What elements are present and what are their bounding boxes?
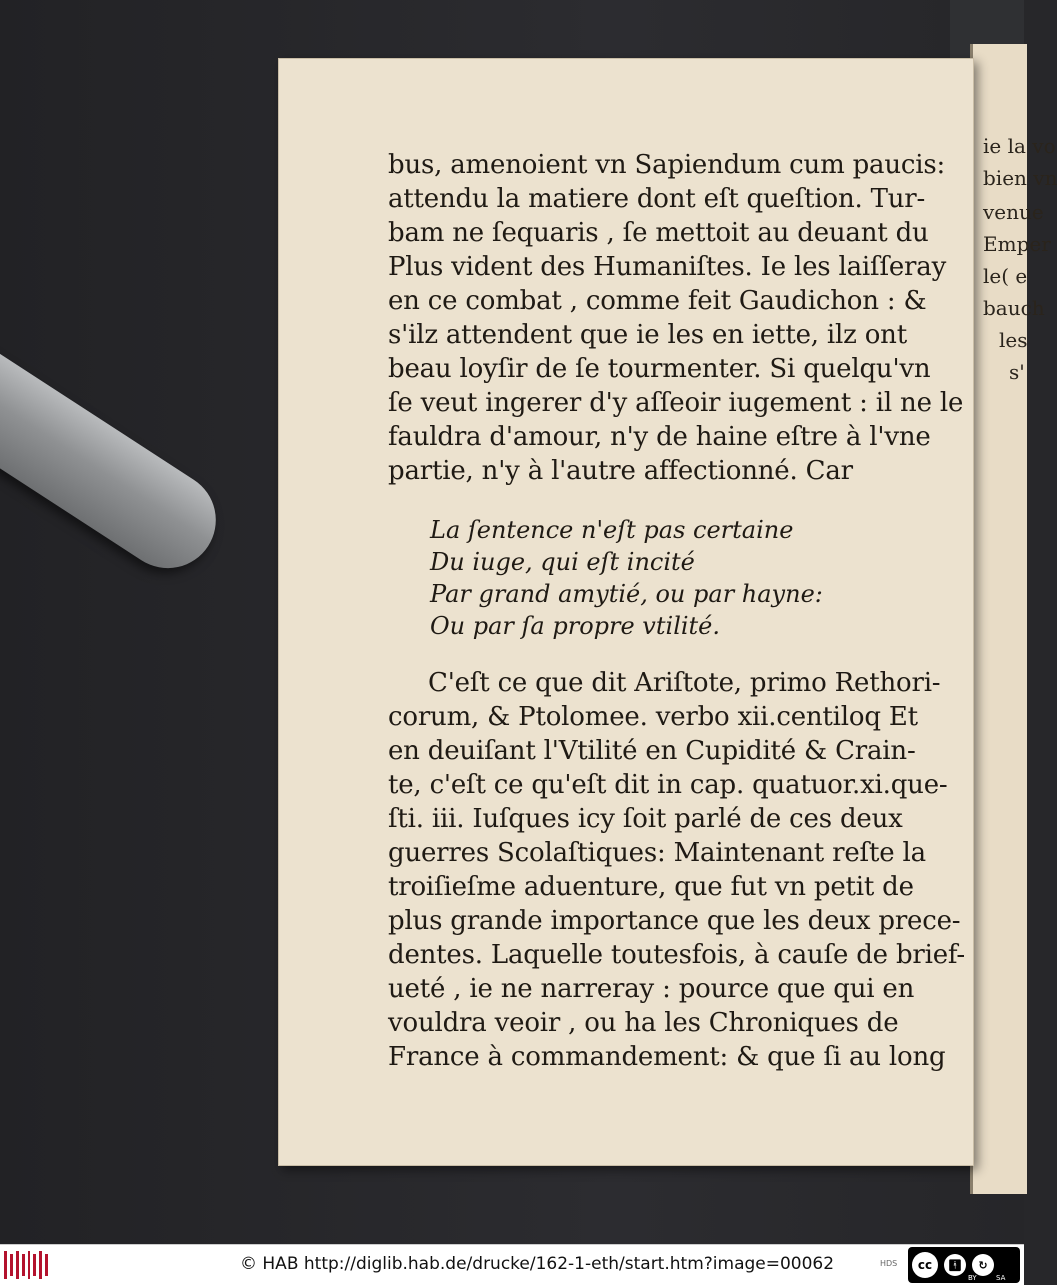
license-sa-label: SA (996, 1274, 1006, 1282)
text-line: s'ilz attendent que ie les en iette, ilz ont (388, 320, 907, 350)
text-line: fauldra d'amour, n'y de haine eſtre à l'vne (388, 422, 931, 452)
text-line: ſti. iii. Iuſques icy ſoit parlé de ces deux (388, 804, 903, 834)
share-alike-icon: ↻ (972, 1254, 994, 1276)
adjacent-page-fragment: le( e (983, 264, 1028, 288)
license-by-label: BY (968, 1274, 977, 1282)
adjacent-page-edge (970, 44, 1057, 1194)
text-line: troiſieſme aduenture, que fut vn petit de (388, 872, 914, 902)
cc-icon: cc (912, 1252, 938, 1278)
source-url-link[interactable]: © HAB http://diglib.hab.de/drucke/162-1-eth/start.htm?image=00062 (240, 1254, 835, 1274)
adjacent-page-fragment: s' (1009, 360, 1025, 384)
text-line: Plus vident des Humaniſtes. Ie les laiſſeray (388, 252, 947, 282)
text-line: bam ne ſequaris , ſe mettoit au deuant du (388, 218, 929, 248)
attribution-icon: 🚹︎ (944, 1254, 966, 1276)
text-line: C'eſt ce que dit Ariſtote, primo Rethori- (428, 668, 941, 698)
text-line: plus grande importance que les deux prece- (388, 906, 961, 936)
verse-line: Par grand amytié, ou par hayne: (430, 580, 823, 608)
text-line: attendu la matiere dont eſt queſtion. Tur- (388, 184, 926, 214)
text-line: guerres Scolaſtiques: Maintenant reſte la (388, 838, 926, 868)
footer-small-mark: HDS (880, 1259, 898, 1268)
adjacent-page-fragment: bauch (983, 296, 1045, 320)
verse-line: La ſentence n'eſt pas certaine (430, 516, 794, 544)
text-line: corum, & Ptolomee. verbo xii.centiloq Et (388, 702, 918, 732)
text-line: ſe veut ingerer d'y aſſeoir iugement : il ne le (388, 388, 964, 418)
text-line: ueté , ie ne narreray : pource que qui en (388, 974, 915, 1004)
adjacent-page-fragment: venue (983, 200, 1044, 224)
adjacent-page-fragment: bien vn (983, 166, 1057, 190)
text-line: bus, amenoient vn Sapiendum cum paucis: (388, 150, 946, 180)
text-line: beau loyſir de ſe tourmenter. Si quelqu'vn (388, 354, 931, 384)
text-line: dentes. Laquelle toutesfois, à cauſe de brief- (388, 940, 965, 970)
text-line: vouldra veoir , ou ha les Chroniques de (388, 1008, 899, 1038)
adjacent-page-fragment: les (999, 328, 1028, 352)
verse-line: Ou par ſa propre vtilité. (430, 612, 721, 640)
cc-license-badge[interactable] (908, 1247, 1020, 1283)
text-line: en ce combat , comme feit Gaudichon : & (388, 286, 927, 316)
text-line: en deuiſant l'Vtilité en Cupidité & Crain- (388, 736, 916, 766)
hab-logo-icon[interactable] (4, 1249, 48, 1281)
text-line: partie, n'y à l'autre affectionné. Car (388, 456, 853, 486)
text-line: te, c'eſt ce qu'eſt dit in cap. quatuor.xi.que- (388, 770, 948, 800)
text-line: France à commandement: & que ſi au long (388, 1042, 946, 1072)
adjacent-page-fragment: ie la vo (983, 134, 1056, 158)
viewer-footer (0, 1244, 1024, 1285)
adjacent-page-fragment: Emper (983, 232, 1051, 256)
verse-line: Du iuge, qui eſt incité (430, 548, 695, 576)
